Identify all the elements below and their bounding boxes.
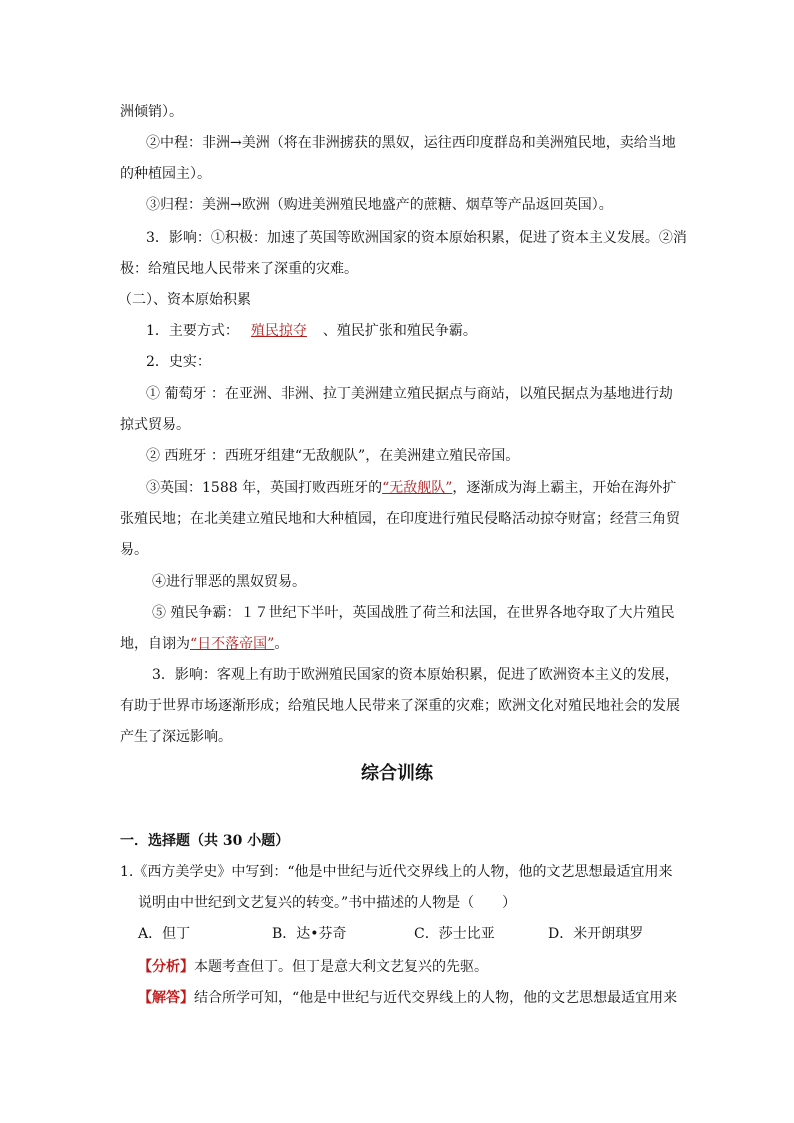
- analysis-line: [138, 957, 488, 977]
- analysis-tag: 【分析】: [138, 959, 194, 975]
- text-line: 极：给殖民地人民带来了深重的灾难。: [120, 261, 358, 277]
- option-c: C．莎士比亚: [414, 926, 495, 942]
- answer-text: 结合所学可知，“他是中世纪与近代交界线上的人物，他的文艺思想最适宜用来: [194, 990, 678, 1006]
- text-line: ⑤ 殖民争霸：１７世纪下半叶，英国战胜了荷兰和法国，在世界各地夺取了大片殖民: [152, 605, 675, 621]
- question-text: 1.《西方美学史》中写到：“他是中世纪与近代交界线上的人物，他的文艺思想最适宜用来: [120, 864, 673, 880]
- text-line: 的种植园主）。: [120, 166, 211, 182]
- analysis-text: 本题考查但丁。但丁是意大利文艺复兴的先驱。: [194, 959, 488, 975]
- text-line: 产生了深远影响。: [120, 729, 232, 745]
- text-line: 易。: [120, 542, 148, 558]
- option-d: D．米开朗琪罗: [548, 926, 644, 942]
- text-line: [120, 634, 288, 654]
- fill-in-answer: “无敌舰队”: [382, 480, 453, 496]
- text-line: 掠式贸易。: [120, 417, 190, 433]
- option-b: B．达•芬奇: [272, 926, 347, 942]
- text-line: [146, 321, 477, 341]
- fill-in-answer: 殖民掠夺: [250, 323, 307, 339]
- text-line: ④进行罪恶的黑奴贸易。: [152, 574, 306, 590]
- fill-in-answer: “日不落帝国”: [190, 636, 275, 652]
- method-label: 1．主要方式：: [146, 323, 239, 339]
- page-title: 综合训练: [361, 763, 433, 784]
- answer-line: [138, 988, 677, 1008]
- quiz-heading: 一．选择题（共 30 小题）: [120, 833, 290, 849]
- fact-suffix: 。: [274, 636, 289, 652]
- fact-prefix: ③英国：1588 年，英国打败西班牙的: [146, 480, 383, 496]
- method-suffix: 、殖民扩张和殖民争霸。: [322, 323, 477, 339]
- text-line: 张殖民地；在北美建立殖民地和大种植园，在印度进行殖民侵略活动掠夺财富；经营三角贸: [120, 511, 680, 527]
- text-line: 2．史实：: [146, 354, 211, 370]
- section-heading: （二）、资本原始积累: [118, 292, 251, 308]
- text-line: 3．影响：①积极：加速了英国等欧洲国家的资本原始积累，促进了资本主义发展。②消: [146, 230, 687, 246]
- fact-suffix: ，逐渐成为海上霸主，开始在海外扩: [452, 480, 677, 496]
- text-line: 洲倾销）。: [120, 104, 183, 120]
- answer-tag: 【解答】: [138, 990, 194, 1006]
- text-line: [146, 478, 676, 498]
- text-line: ① 葡萄牙 ：在亚洲、非洲、拉丁美洲建立殖民据点与商站，以殖民据点为基地进行劫: [146, 386, 673, 402]
- text-line: 3．影响：客观上有助于欧洲殖民国家的资本原始积累，促进了欧洲资本主义的发展，: [152, 667, 679, 683]
- option-a: A．但丁: [138, 926, 191, 942]
- fact-prefix: 地，自诩为: [120, 636, 190, 652]
- text-line: ③归程：美洲→欧洲（购进美洲殖民地盛产的蔗糖、烟草等产品返回英国）。: [146, 197, 613, 213]
- text-line: ②中程：非洲→美洲（将在非洲掳获的黑奴，运往西印度群岛和美洲殖民地，卖给当地: [146, 135, 676, 151]
- text-line: 有助于世界市场逐渐形成；给殖民地人民带来了深重的灾难；欧洲文化对殖民地社会的发展: [120, 698, 680, 714]
- text-line: ② 西班牙 ：西班牙组建“无敌舰队”，在美洲建立殖民帝国。: [146, 448, 520, 464]
- question-text: 说明由中世纪到文艺复兴的转变。”书中描述的人物是（ ）: [138, 895, 517, 911]
